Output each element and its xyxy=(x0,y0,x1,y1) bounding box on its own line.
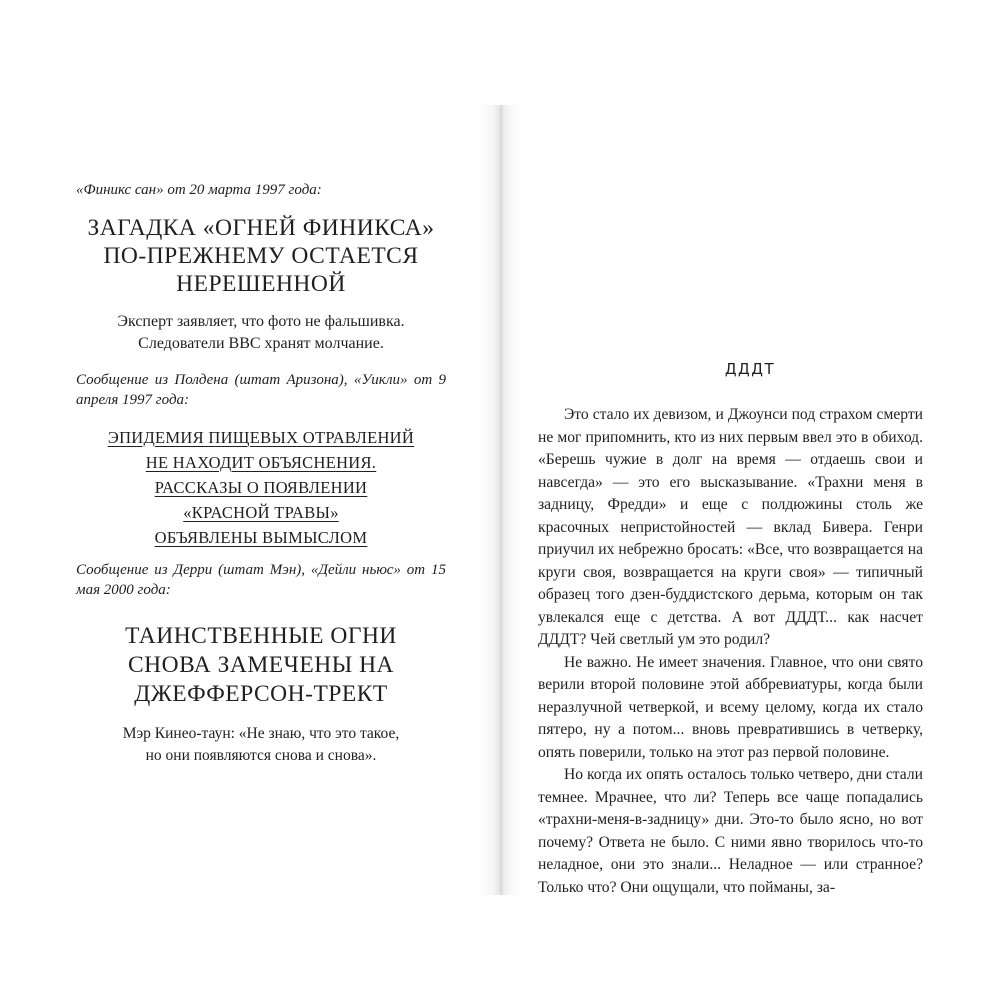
headline-3-line: СНОВА ЗАМЕЧЕНЫ НА xyxy=(127,652,395,678)
book-gutter xyxy=(478,105,524,895)
headline-1-line: ЗАГАДКА «ОГНЕЙ ФИНИКСА» xyxy=(87,215,435,241)
chapter-title: ДДДТ xyxy=(724,360,776,378)
body-paragraph: Это стало их девизом, и Джоунси под страхом смерти не мог припомнить, кто из них первым ввел это в обиход. «Берешь чужие в долг на время — отдаешь свои и навсегда» — это его высказывание. «Трахни меня в задницу, Фредди» и еще с полдюжины столь же красочных непристойностей — вклад Бивера. Генри приучил их небрежно бросать: «Все, что возвращается на круги своя, возвращается на круги своя» — типичный образец того дзен-буддистского дерьма, которым он так увлекался еще с детства. А вот ДДДТ... как насчет ДДДТ? Чей светлый ум это родил? xyxy=(538,406,923,648)
headline-1-line: ПО-ПРЕЖНЕМУ ОСТАЕТСЯ xyxy=(103,243,419,269)
headline-2-line: РАССКАЗЫ О ПОЯВЛЕНИИ xyxy=(154,478,368,497)
newspaper-source-2: Сообщение из Полдена (штат Аризона), «Уикли» от 9 апреля 1997 года: xyxy=(76,372,446,408)
headline-2-line: ОБЪЯВЛЕНЫ ВЫМЫСЛОМ xyxy=(154,528,368,547)
body-paragraph: Не важно. Не имеет значения. Главное, что они свято верили второй половине этой аббревиатуры, когда были неразлучной четверкой, и всему целому, когда их стало пятеро, ну а потом... вновь превратившись в четверку, опять поверили, только на этот раз первой половине. xyxy=(538,653,923,761)
headline-2-line: «КРАСНОЙ ТРАВЫ» xyxy=(183,503,339,522)
headline-2-line: ЭПИДЕМИЯ ПИЩЕВЫХ ОТРАВЛЕНИЙ xyxy=(107,428,415,447)
headline-3-line: ТАИНСТВЕННЫЕ ОГНИ xyxy=(125,623,397,649)
subheadline-3-line: Мэр Кинео-таун: «Не знаю, что это такое, xyxy=(122,725,400,742)
body-paragraph: Но когда их опять осталось только четверо, дни стали темнее. Мрачнее, что ли? Теперь все чаще попадались «трахни-меня-в-задницу» дни. Это-то было ясно, но вот почему? Ответа не было. С ними явно творилось что-то неладное, они это знали... Неладное — или странное? Только что? Они ощущали, что пойманы, за- xyxy=(538,766,923,896)
headline-2-line: НЕ НАХОДИТ ОБЪЯСНЕНИЯ. xyxy=(145,453,377,472)
left-page-content xyxy=(76,180,446,767)
headline-2 xyxy=(76,425,446,550)
subheadline-3-line: но они появляются снова и снова». xyxy=(145,747,377,764)
headline-1 xyxy=(76,214,446,298)
headline-3 xyxy=(76,622,446,709)
subheadline-3 xyxy=(76,723,446,767)
subheadline-1 xyxy=(76,311,446,355)
headline-1-line: НЕРЕШЕННОЙ xyxy=(176,271,346,297)
subheadline-1-line: Следователи ВВС хранят молчание. xyxy=(138,335,384,352)
subheadline-1-line: Эксперт заявляет, что фото не фальшивка. xyxy=(117,313,405,330)
right-page-body xyxy=(538,404,923,899)
headline-3-line: ДЖЕФФЕРСОН-ТРЕКТ xyxy=(134,681,388,707)
newspaper-source-1: «Финикс сан» от 20 марта 1997 года: xyxy=(76,182,322,198)
newspaper-source-3: Сообщение из Дерри (штат Мэн), «Дейли ньюс» от 15 мая 2000 года: xyxy=(76,562,446,598)
